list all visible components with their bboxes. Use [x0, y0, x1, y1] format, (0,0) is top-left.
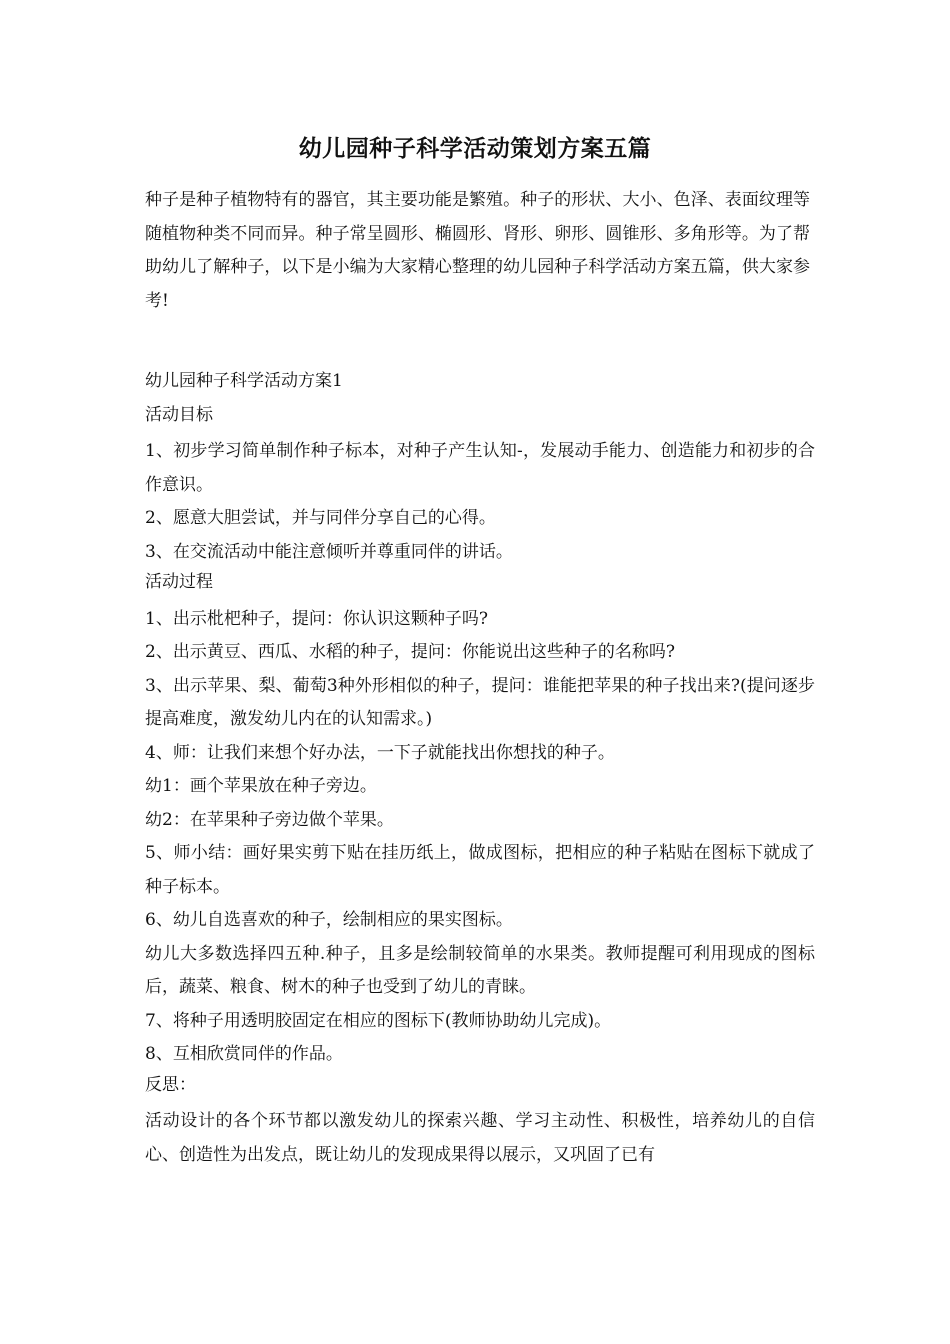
process-item: 8、互相欣赏同伴的作品。 — [145, 1044, 343, 1064]
process-item: 7、将种子用透明胶固定在相应的图标下(教师协助幼儿完成)。 — [145, 1010, 612, 1031]
reflection-paragraph: 活动设计的各个环节都以激发幼儿的探索兴趣、学习主动性、积极性，培养幼儿的自信心、创造性为出发点，既让幼儿的发现成果得以展示，又巩固了已有 — [145, 1111, 815, 1165]
goal-item: 3、在交流活动中能注意倾听并尊重同伴的讲话。 — [145, 541, 513, 562]
process-item: 幼儿大多数选择四五种.种子，且多是绘制较简单的水果类。教师提醒可利用现成的图标后，蔬菜、粮食、树木的种子也受到了幼儿的青睐。 — [145, 943, 815, 997]
process-item: 5、师小结：画好果实剪下贴在挂历纸上，做成图标，把相应的种子粘贴在图标下就成了种子标本。 — [145, 843, 815, 897]
intro-paragraph: 种子是种子植物特有的器官，其主要功能是繁殖。种子的形状、大小、色泽、表面纹理等随植物种类不同而异。种子常呈圆形、椭圆形、肾形、卵形、圆锥形、多角形等。为了帮助幼儿了解种子，以下是小编为大家精心整理的幼儿园种子科学活动方案五篇，供大家参考! — [145, 190, 810, 311]
process-item: 幼2：在苹果种子旁边做个苹果。 — [145, 809, 394, 830]
process-item: 4、师：让我们来想个好办法，一下子就能找出你想找的种子。 — [145, 742, 615, 763]
process-item: 3、出示苹果、梨、葡萄3种外形相似的种子，提问：谁能把苹果的种子找出来?(提问逐步提高难度，激发幼儿内在的认知需求。) — [145, 675, 815, 729]
process-item: 幼1：画个苹果放在种子旁边。 — [145, 776, 377, 796]
process-item: 2、出示黄豆、西瓜、水稻的种子，提问：你能说出这些种子的名称吗? — [145, 642, 675, 662]
goal-item: 2、愿意大胆尝试，并与同伴分享自己的心得。 — [145, 508, 496, 528]
goal-item: 1、初步学习简单制作种子标本，对种子产生认知-，发展动手能力、创造能力和初步的合作意识。 — [145, 441, 815, 495]
subheading-activity-process: 活动过程 — [145, 572, 213, 592]
document-body — [145, 368, 815, 1172]
subheading-activity-goals: 活动目标 — [145, 404, 213, 425]
process-item: 6、幼儿自选喜欢的种子，绘制相应的果实图标。 — [145, 910, 513, 930]
section-heading: 幼儿园种子科学活动方案1 — [145, 371, 343, 391]
subheading-reflection: 反思： — [145, 1074, 196, 1095]
document-title: 幼儿园种子科学活动策划方案五篇 — [298, 135, 652, 162]
process-item: 1、出示枇杷种子，提问：你认识这颗种子吗? — [145, 608, 488, 629]
